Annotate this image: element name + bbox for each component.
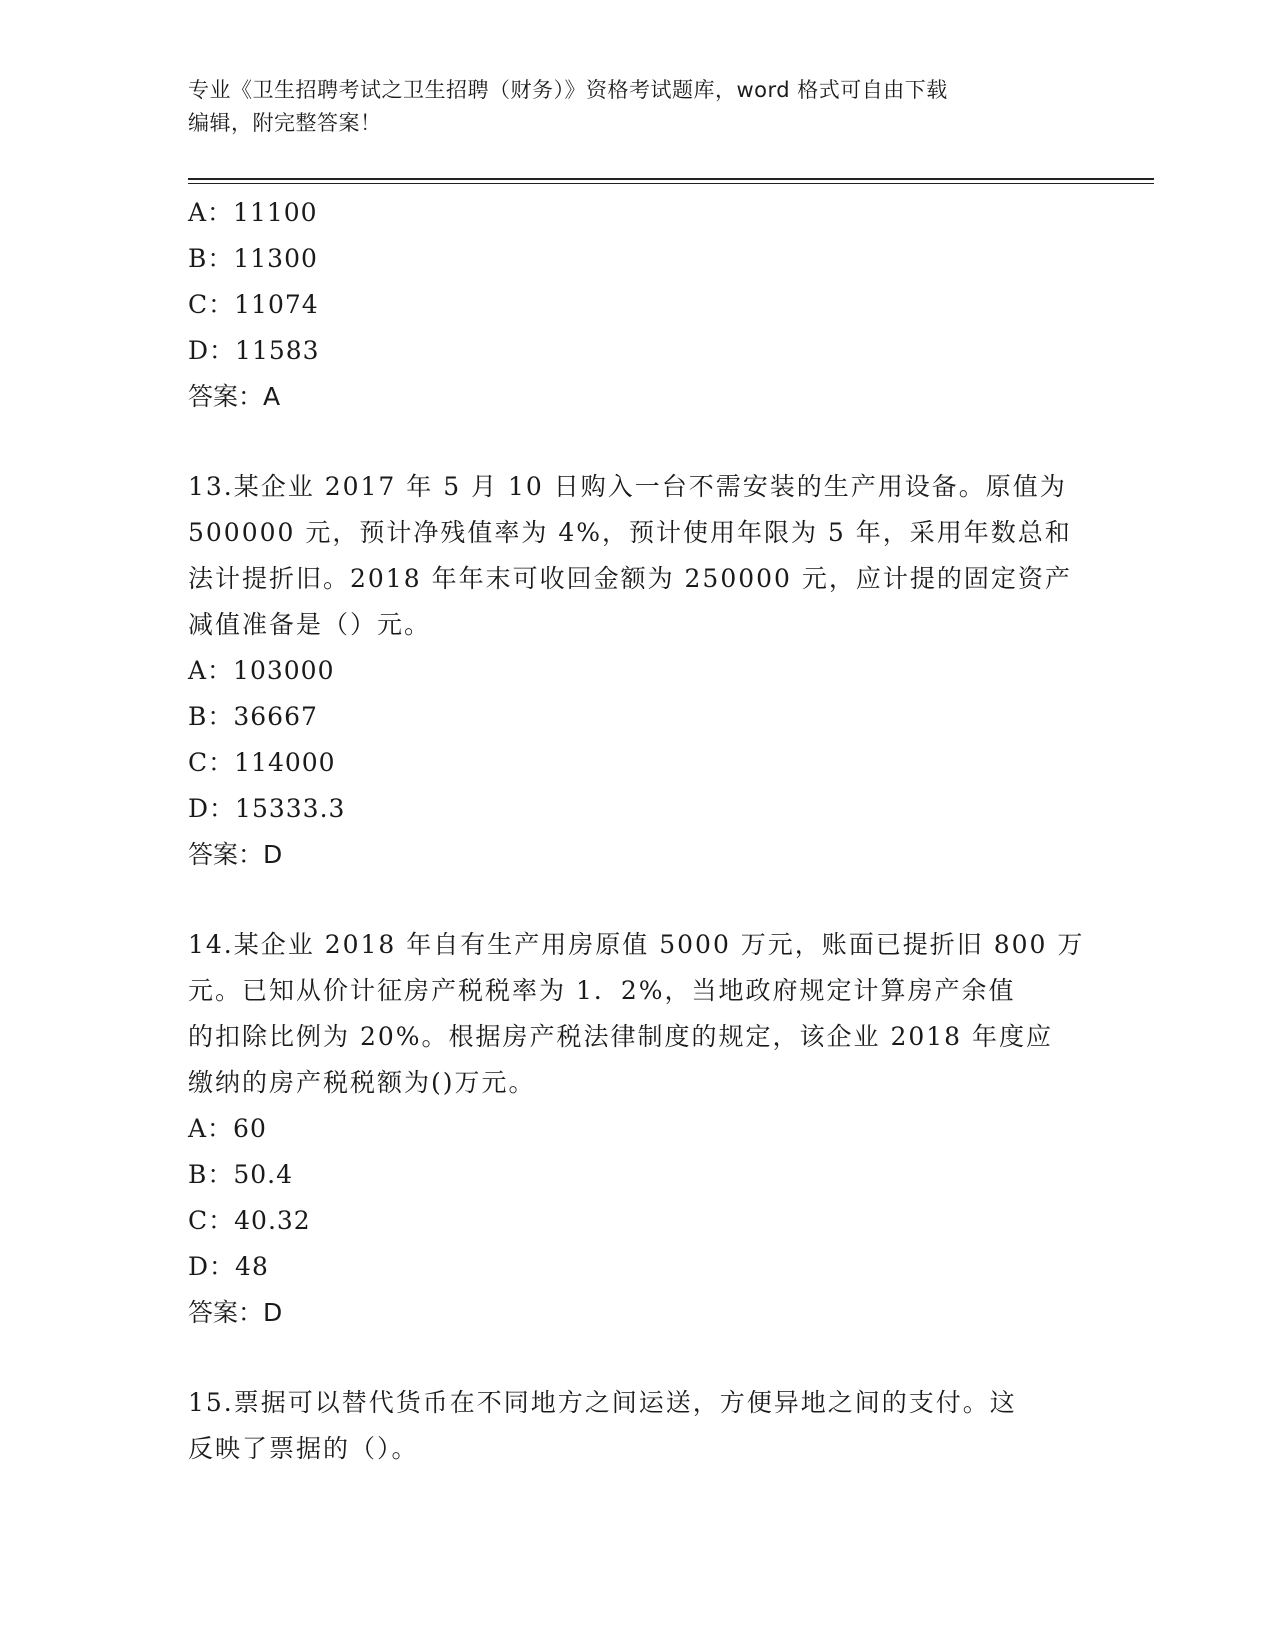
question-15	[188, 1380, 1088, 1472]
answer: 答案：A	[188, 382, 281, 411]
option-d: D：11583	[188, 336, 320, 365]
question-stem-line: 14.某企业 2018 年自有生产用房原值 5000 万元，账面已提折旧 800 万	[188, 930, 1085, 959]
option-c: C：11074	[188, 290, 319, 319]
document-body	[188, 190, 1088, 1472]
question-stem-line: 15.票据可以替代货币在不同地方之间运送，方便异地之间的支付。这	[188, 1388, 1017, 1417]
option-a: A：11100	[188, 198, 318, 227]
question-stem-line: 反映了票据的（）。	[188, 1434, 419, 1463]
question-stem-line: 500000 元，预计净残值率为 4%，预计使用年限为 5 年，采用年数总和	[188, 518, 1072, 547]
question-stem-line: 元。已知从价计征房产税税率为 1．2%，当地政府规定计算房产余值	[188, 976, 1016, 1005]
question-stem-line: 缴纳的房产税税额为()万元。	[188, 1068, 536, 1097]
question-13	[188, 464, 1088, 878]
option-c: C：40.32	[188, 1206, 311, 1235]
option-a: A：60	[188, 1114, 267, 1143]
header-rule-thin	[188, 183, 1154, 184]
header-line-1: 专业《卫生招聘考试之卫生招聘（财务）》资格考试题库，word 格式可自由下载	[188, 78, 948, 102]
answer: 答案：D	[188, 1298, 283, 1327]
question-stem-line: 减值准备是（）元。	[188, 610, 432, 639]
question-stem-line: 13.某企业 2017 年 5 月 10 日购入一台不需安装的生产用设备。原值为	[188, 472, 1067, 501]
option-b: B：50.4	[188, 1160, 294, 1189]
question-12	[188, 190, 1088, 420]
option-b: B：36667	[188, 702, 318, 731]
header-line-2: 编辑，附完整答案！	[188, 111, 382, 135]
option-a: A：103000	[188, 656, 335, 685]
option-b: B：11300	[188, 244, 318, 273]
answer: 答案：D	[188, 840, 283, 869]
header-rule-thick	[188, 178, 1154, 180]
option-d: D：15333.3	[188, 794, 346, 823]
option-d: D：48	[188, 1252, 269, 1281]
option-c: C：114000	[188, 748, 336, 777]
document-header	[188, 74, 1088, 140]
question-14	[188, 922, 1088, 1336]
question-stem-line: 的扣除比例为 20%。根据房产税法律制度的规定，该企业 2018 年度应	[188, 1022, 1054, 1051]
question-stem-line: 法计提折旧。2018 年年末可收回金额为 250000 元，应计提的固定资产	[188, 564, 1072, 593]
